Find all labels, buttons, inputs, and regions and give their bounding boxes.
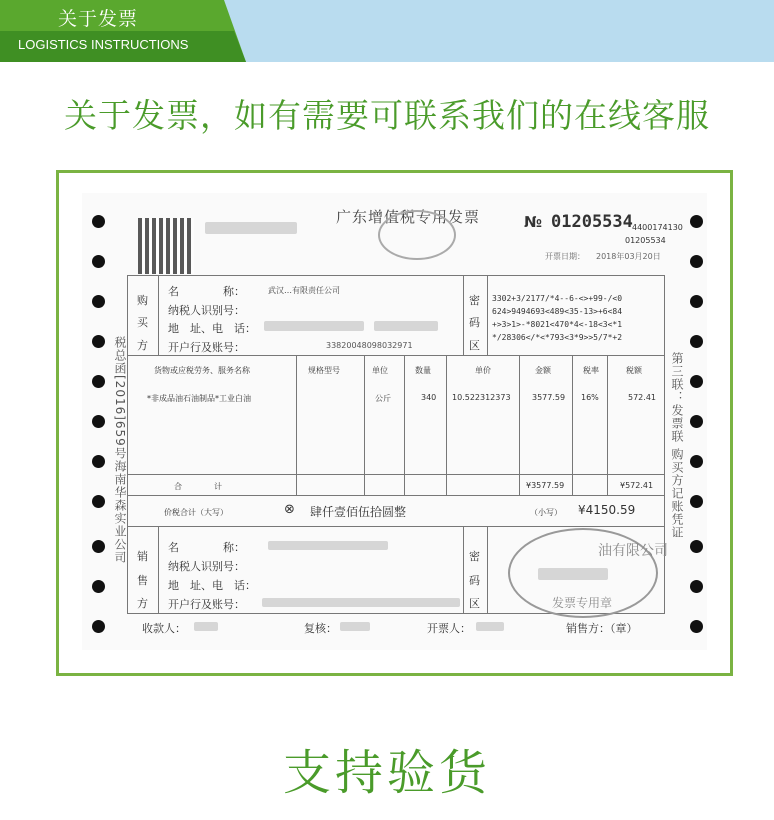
- cipher-section-1: 密: [469, 294, 480, 307]
- receiver-label: 收款人：: [142, 622, 186, 635]
- col-qty: 数量: [415, 366, 431, 375]
- seller-remark-1: 密: [469, 550, 480, 563]
- stamp-label: 发票专用章: [552, 596, 613, 610]
- col-tax: 税额: [626, 366, 642, 375]
- left-side-text: 税总函[2016]659号海南华森实业公司: [113, 336, 127, 564]
- cipher-section-2: 码: [469, 316, 480, 329]
- cipher-section-3: 区: [469, 339, 480, 352]
- blurred-code: [205, 222, 297, 234]
- col-rate: 税率: [583, 366, 599, 375]
- footer-title: 支持验货: [282, 745, 491, 801]
- buyer-name: 武汉…有限责任公司: [268, 286, 340, 295]
- total-tax: ¥572.41: [620, 481, 654, 490]
- total-label: 合 计: [174, 482, 222, 491]
- invoice-no-label: №: [524, 213, 543, 231]
- col-unit: 单位: [372, 366, 388, 375]
- issuer-label: 开票人：: [427, 622, 471, 635]
- invoice-date: 2018年03月20日: [596, 252, 661, 261]
- seller-sign-label: 销售方：（章）: [566, 622, 638, 635]
- buyer-bank: 33820048098032971: [326, 341, 413, 350]
- date-label: 开票日期：: [545, 252, 585, 261]
- blurred-seller-bank: [262, 598, 460, 607]
- seller-bank-label: 开户行及账号：: [168, 598, 245, 611]
- tab-title: 关于发票: [58, 8, 139, 30]
- item-qty: 340: [421, 393, 437, 402]
- blurred-buyer-phone: [374, 321, 438, 331]
- col-spec: 规格型号: [308, 366, 340, 375]
- stamp-arc-text: 油有限公司: [598, 543, 668, 559]
- buyer-addr-label: 地 址、电 话：: [168, 322, 256, 335]
- blurred-seller-name: [268, 541, 388, 550]
- blurred-buyer-addr: [264, 321, 364, 331]
- invoice-code-small: 4400174130: [632, 223, 683, 232]
- seller-section-1: 销: [137, 550, 148, 563]
- header-tab: [0, 0, 246, 62]
- item-name: *非成品油石油制品*工业白油: [147, 394, 251, 403]
- seller-section-3: 方: [137, 597, 148, 610]
- x-mark-icon: ⊗: [284, 502, 295, 517]
- blurred-issuer: [476, 622, 504, 631]
- sum-small-label: （小写）: [530, 508, 562, 517]
- item-rate: 16%: [581, 393, 599, 402]
- buyer-name-label: 名 称：: [168, 285, 245, 298]
- blurred-stamp-number: [538, 568, 608, 580]
- buyer-tax-label: 纳税人识别号：: [168, 304, 245, 317]
- seller-remark-2: 码: [469, 574, 480, 587]
- blurred-receiver: [194, 622, 218, 631]
- buyer-bank-label: 开户行及账号：: [168, 341, 245, 354]
- cipher-line-4: */28306</*<*793<3*9>>5/7*+2: [492, 333, 623, 342]
- col-price: 单价: [475, 366, 491, 375]
- invoice-no: 01205534: [551, 212, 633, 232]
- seller-remark-3: 区: [469, 597, 480, 610]
- tab-subtitle: LOGISTICS INSTRUCTIONS: [18, 37, 189, 52]
- col-amount: 金额: [535, 366, 551, 375]
- cipher-line-3: +>3>1>-*8021<470*4<-18<3<*1: [492, 320, 623, 329]
- sum-label: 价税合计（大写）: [164, 508, 228, 517]
- buyer-section-3: 方: [137, 339, 148, 352]
- seller-addr-label: 地 址、电 话：: [168, 579, 256, 592]
- page-headline: 关于发票，如有需要可联系我们的在线客服: [64, 96, 710, 135]
- buyer-section-1: 购: [137, 294, 148, 307]
- reviewer-label: 复核：: [304, 622, 337, 635]
- right-side-text: 第三联：发票联 购买方记账凭证: [670, 352, 684, 539]
- tax-seal: [378, 210, 456, 260]
- sum-small: ¥4150.59: [578, 503, 636, 517]
- seller-name-label: 名 称：: [168, 541, 245, 554]
- col-name: 货物或应税劳务、服务名称: [154, 366, 250, 375]
- invoice-code2: 01205534: [625, 236, 666, 245]
- invoice-title: 广东增值税专用发票: [336, 208, 481, 226]
- qr-code: [138, 218, 194, 274]
- total-amount: ¥3577.59: [526, 481, 565, 490]
- seller-tax-label: 纳税人识别号：: [168, 560, 245, 573]
- sum-words: 肆仟壹佰伍拾圆整: [310, 505, 407, 519]
- item-tax: 572.41: [628, 393, 656, 402]
- item-amount: 3577.59: [532, 393, 566, 402]
- buyer-section-2: 买: [137, 316, 148, 329]
- cipher-line-2: 624>9494693<489<35-13>+6<84: [492, 307, 623, 316]
- blurred-reviewer: [340, 622, 370, 631]
- seller-section-2: 售: [137, 574, 148, 587]
- cipher-line-1: 3302+3/2177/*4--6-<>+99-/<0: [492, 294, 623, 303]
- item-price: 10.522312373: [452, 393, 511, 402]
- item-unit: 公斤: [375, 394, 391, 403]
